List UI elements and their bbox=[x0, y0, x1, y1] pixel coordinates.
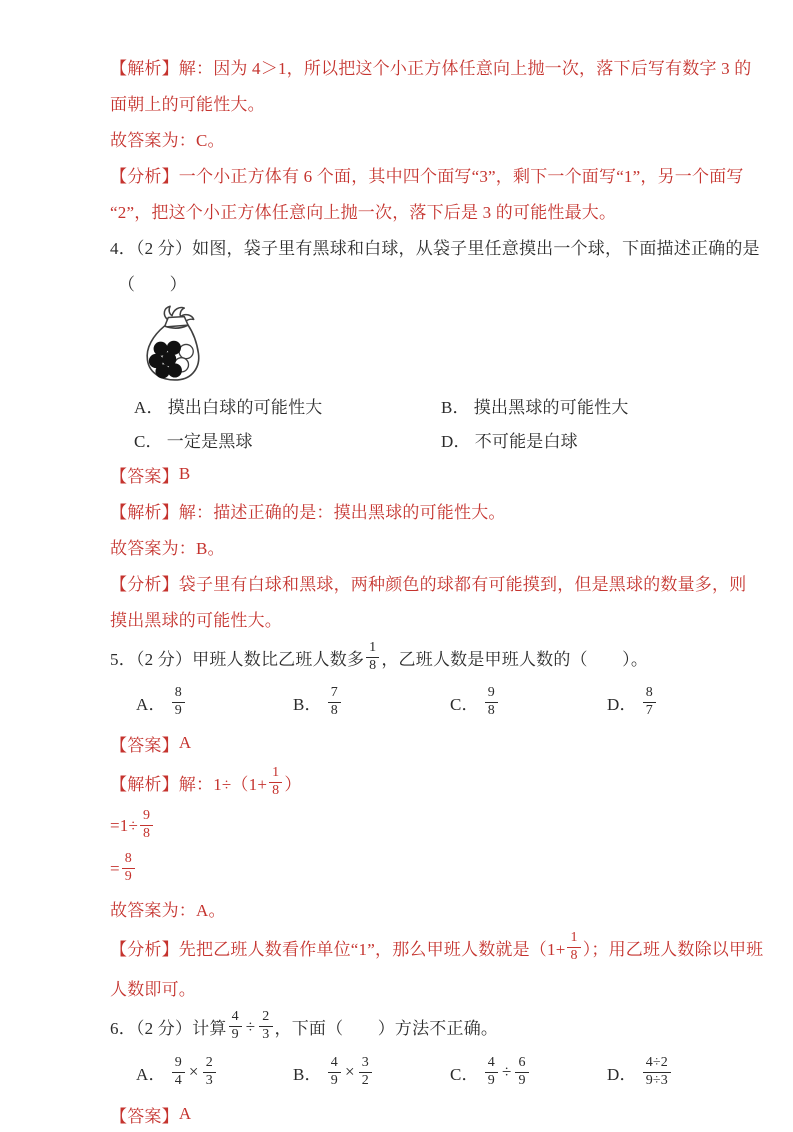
option-label: C． bbox=[450, 694, 479, 714]
divide-sign: ÷ bbox=[501, 1062, 512, 1081]
answer-label: 【答案】 bbox=[110, 466, 179, 486]
fraction: $\frac{4}{9}$ bbox=[328, 1056, 341, 1088]
q6-option-d bbox=[607, 1056, 673, 1088]
q4-fenxi-line1: 【分析】袋子里有白球和黑球，两种颜色的球都有可能摸到，但是黑球的数量多，则 bbox=[110, 574, 747, 594]
fraction: $\frac{6}{9}$ bbox=[515, 1056, 528, 1088]
multiply-sign: × bbox=[188, 1062, 199, 1081]
multiply-sign: × bbox=[344, 1062, 355, 1081]
q5-option-d bbox=[607, 686, 658, 718]
black-ball bbox=[168, 363, 182, 377]
q5-stem-prefix: 5．（2 分）甲班人数比乙班人数多 bbox=[110, 650, 365, 669]
q3-fenxi-line2: “2”，把这个小正方体任意向上抛一次，落下后是 3 的可能性最大。 bbox=[110, 202, 617, 222]
fraction: $\frac{7}{8}$ bbox=[328, 686, 341, 718]
q5-option-b bbox=[293, 686, 450, 718]
q5-jiexi-prefix: 【解析】解：1÷（1+ bbox=[110, 775, 268, 794]
q3-conclusion: 故答案为：C。 bbox=[110, 130, 225, 150]
q4-option-b bbox=[441, 393, 629, 418]
q6-option-b bbox=[293, 1056, 450, 1088]
fraction: $\frac{9}{8}$ bbox=[485, 686, 498, 718]
q4-jiexi: 【解析】解：描述正确的是：摸出黑球的可能性大。 bbox=[110, 502, 506, 522]
option-label: D． bbox=[607, 694, 637, 714]
fraction: $\frac{4\div 2}{9\div 3}$ bbox=[643, 1056, 671, 1088]
option-label: B． bbox=[293, 694, 322, 714]
fraction: $\frac{8}{7}$ bbox=[643, 686, 656, 718]
option-label: D． bbox=[607, 1064, 637, 1084]
q3-fenxi-line1: 【分析】一个小正方体有 6 个面，其中四个面写“3”，剩下一个面写“1”，另一个面写 bbox=[110, 166, 744, 186]
option-text: 不可能是白球 bbox=[474, 431, 578, 451]
q5-jiexi-suffix: ） bbox=[284, 775, 302, 794]
fraction: $\frac{9}{8}$ bbox=[140, 809, 153, 841]
q4-stem-line2: （ ） bbox=[118, 274, 187, 294]
divide-sign: ÷ bbox=[245, 1016, 256, 1036]
black-ball bbox=[155, 364, 169, 378]
fraction: $\frac{4}{9}$ bbox=[485, 1056, 498, 1088]
q5-answer bbox=[110, 725, 723, 761]
fraction: $\frac{1}{8}$ bbox=[567, 931, 580, 963]
answer-label: 【答案】 bbox=[110, 1106, 179, 1126]
fraction: $\frac{4}{9}$ bbox=[229, 1010, 242, 1042]
white-ball bbox=[179, 344, 193, 358]
option-text: 摸出黑球的可能性大 bbox=[473, 397, 629, 417]
q5-fenxi-suffix: ）；用乙班人数除以甲班 bbox=[582, 940, 764, 959]
q4-option-a bbox=[134, 393, 441, 418]
q6-stem-suffix: ，下面（ ）方法不正确。 bbox=[274, 1019, 499, 1038]
q5-stem-suffix: ，乙班人数是甲班人数的（ ）。 bbox=[381, 650, 649, 669]
q4-option-row-1 bbox=[110, 388, 723, 422]
q5-fenxi-line1 bbox=[110, 926, 764, 969]
q5-option-a bbox=[136, 686, 293, 718]
q4-conclusion: 故答案为：B。 bbox=[110, 538, 225, 558]
q5-fenxi-prefix: 【分析】先把乙班人数看作单位“1”，那么甲班人数就是（1+ bbox=[110, 940, 566, 959]
q6-option-a bbox=[136, 1056, 293, 1088]
q5-step3-prefix: = bbox=[110, 858, 120, 878]
fraction: $\frac{8}{9}$ bbox=[172, 686, 185, 718]
fraction: $\frac{1}{8}$ bbox=[269, 766, 282, 798]
bag-of-balls-image bbox=[138, 304, 206, 384]
answer-value: B bbox=[178, 464, 191, 483]
option-label: D． bbox=[441, 431, 471, 451]
option-text: 摸出白球的可能性大 bbox=[167, 397, 323, 417]
bag-neck bbox=[164, 317, 188, 327]
option-label: B． bbox=[293, 1064, 322, 1084]
q5-step2 bbox=[110, 804, 723, 847]
option-label: A． bbox=[134, 397, 164, 417]
q4-fenxi-line2: 摸出黑球的可能性大。 bbox=[110, 610, 282, 630]
q6-option-c bbox=[450, 1056, 607, 1088]
q3-jiexi-line2: 面朝上的可能性大。 bbox=[110, 94, 265, 114]
q4-figure bbox=[138, 304, 723, 386]
q5-jiexi bbox=[110, 761, 723, 804]
fraction: $\frac{2}{3}$ bbox=[259, 1010, 272, 1042]
q5-fenxi-line2: 人数即可。 bbox=[110, 979, 196, 999]
q3-jiexi-line1: 【解析】解：因为 4＞1，所以把这个小正方体任意向上抛一次，落下后写有数字 3 的 bbox=[110, 58, 752, 78]
fraction: $\frac{8}{9}$ bbox=[122, 852, 135, 884]
fraction: $\frac{3}{2}$ bbox=[359, 1056, 372, 1088]
q5-step3 bbox=[110, 847, 723, 890]
q6-stem bbox=[110, 1005, 723, 1048]
fraction: $\frac{9}{4}$ bbox=[172, 1056, 185, 1088]
option-label: A． bbox=[136, 1064, 166, 1084]
q5-option-c bbox=[450, 686, 607, 718]
q5-option-row bbox=[110, 679, 723, 725]
answer-value: A bbox=[178, 733, 192, 752]
q6-option-row bbox=[110, 1048, 723, 1096]
option-label: C． bbox=[450, 1064, 479, 1084]
answer-label: 【答案】 bbox=[110, 735, 179, 755]
q5-step2-prefix: =1÷ bbox=[110, 815, 139, 835]
option-label: A． bbox=[136, 694, 166, 714]
fraction: $\frac{2}{3}$ bbox=[203, 1056, 216, 1088]
option-label: B． bbox=[441, 397, 470, 417]
q4-option-row-2 bbox=[110, 422, 723, 456]
q4-answer bbox=[110, 456, 723, 492]
q4-option-d bbox=[441, 427, 578, 452]
q4-stem-line1: 4．（2 分）如图，袋子里有黑球和白球，从袋子里任意摸出一个球，下面描述正确的是 bbox=[110, 238, 760, 258]
q5-conclusion: 故答案为：A。 bbox=[110, 900, 226, 920]
option-text: 一定是黑球 bbox=[166, 431, 253, 451]
q6-stem-prefix: 6．（2 分）计算 bbox=[110, 1019, 227, 1038]
q5-stem bbox=[110, 636, 723, 679]
fraction: $\frac{1}{8}$ bbox=[366, 641, 379, 673]
option-label: C． bbox=[134, 431, 163, 451]
q6-answer bbox=[110, 1096, 723, 1132]
q4-option-c bbox=[134, 427, 441, 452]
answer-value: A bbox=[178, 1104, 192, 1123]
